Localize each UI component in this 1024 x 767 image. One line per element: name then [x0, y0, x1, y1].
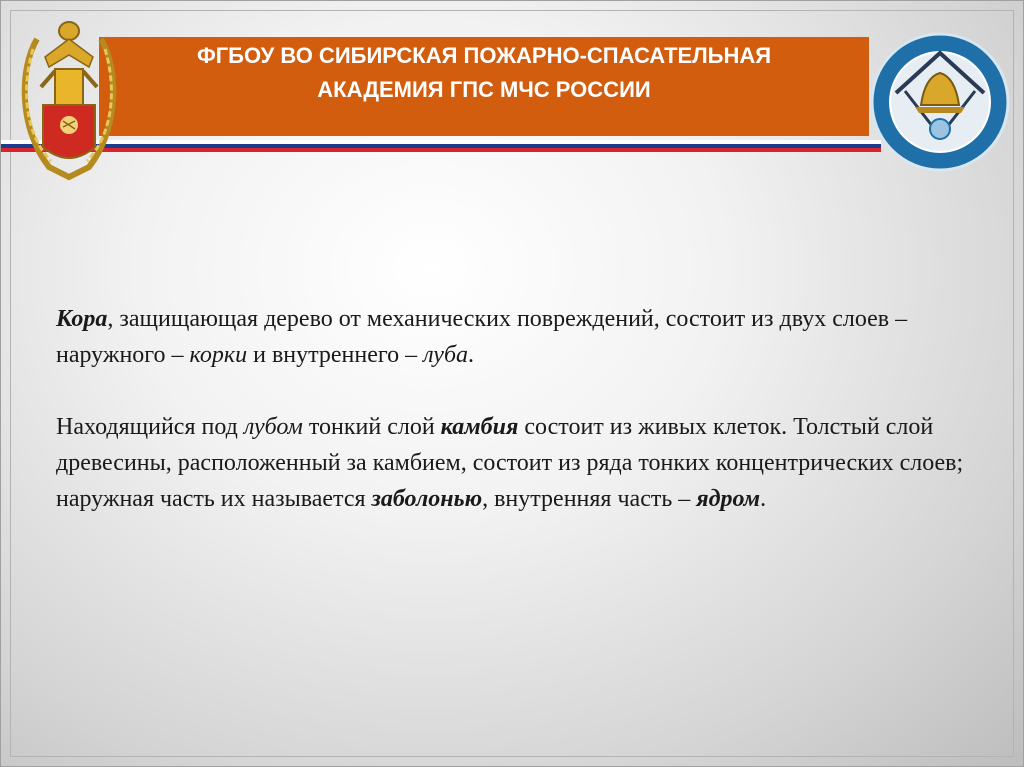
text-run: , защищающая дерево от механических повреждений, состоит из двух слоев – наружного –: [56, 306, 908, 368]
text-run: .: [760, 486, 767, 512]
term-phloem: луба: [423, 342, 469, 368]
department-seal-icon: [869, 31, 1011, 173]
text-run: тонкий слой: [302, 414, 441, 440]
term-sapwood: заболонью: [371, 486, 483, 512]
header-stripe-red: [1, 148, 881, 152]
mchs-coat-of-arms-icon: [19, 9, 119, 181]
header-title: [99, 39, 869, 107]
slide-body: [56, 301, 976, 517]
text-run: , внутренняя часть –: [482, 486, 697, 512]
term-bark: Кора: [56, 306, 108, 332]
text-run: состоит из живых клеток. Толстый слой древесины, расположенный за камбием, состоит из ряда тонких концентрических слоев; наружная часть их называется: [56, 414, 964, 512]
term-phloem: лубом: [243, 414, 303, 440]
body-paragraph-1: [56, 301, 976, 373]
header-title-line2: АКАДЕМИЯ ГПС МЧС РОССИИ: [317, 77, 651, 102]
term-outer-bark: корки: [189, 342, 248, 368]
header-banner: [99, 37, 869, 136]
text-run: Находящийся под: [56, 414, 244, 440]
term-cambium: камбия: [440, 414, 519, 440]
text-run: .: [468, 342, 475, 368]
text-run: и внутреннего –: [247, 342, 424, 368]
body-paragraph-2: [56, 409, 976, 517]
term-heartwood: ядром: [696, 486, 761, 512]
header-title-line1: ФГБОУ ВО СИБИРСКАЯ ПОЖАРНО-СПАСАТЕЛЬНАЯ: [196, 43, 772, 68]
